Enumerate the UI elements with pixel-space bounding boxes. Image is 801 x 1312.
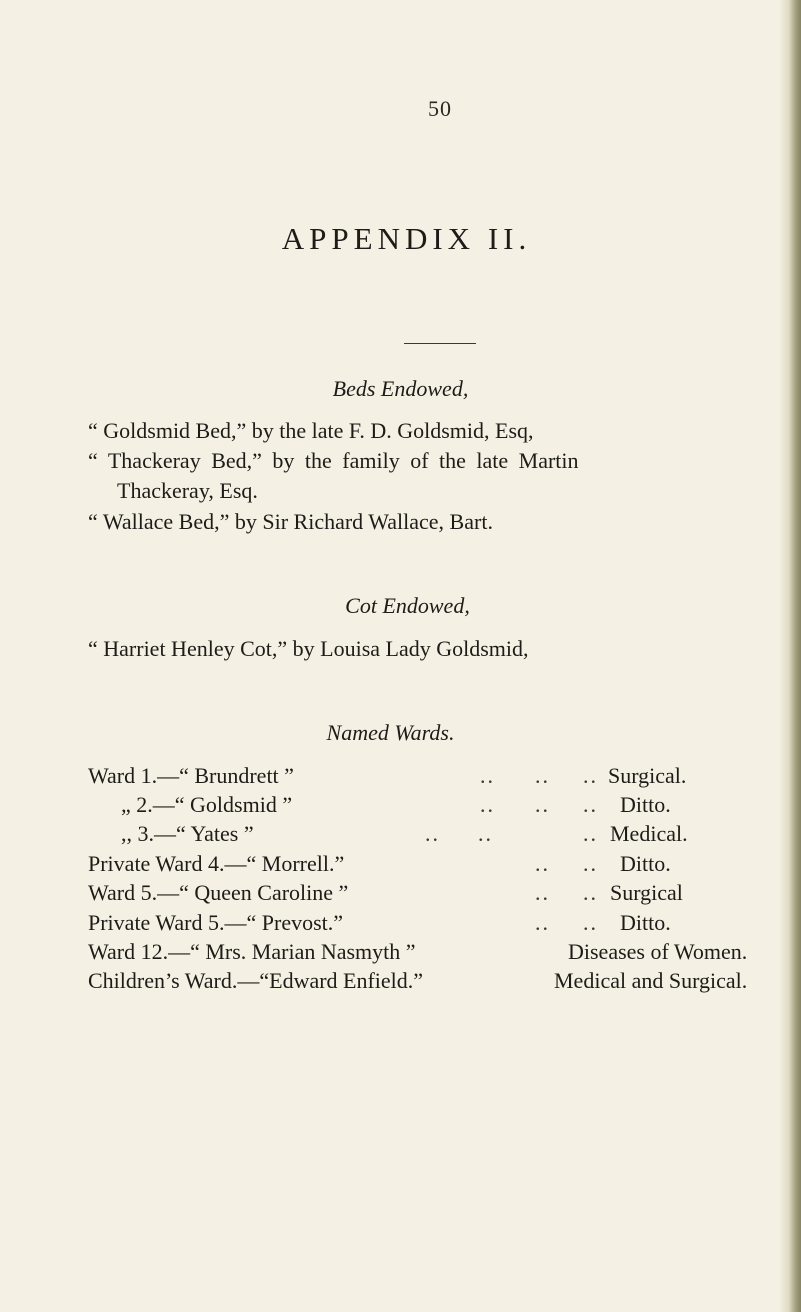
ward-name: Private Ward 5.—“ Prevost.” [88,910,344,935]
ward-category: Ditto. [620,851,671,876]
ward-row [0,968,801,996]
ward-name: Ward 1.—“ Brundrett ” [88,763,294,788]
leader-dots: .. [535,792,550,817]
leader-dots: .. [480,792,495,817]
leader-dots: .. [583,910,598,935]
ward-category: Ditto. [620,792,671,817]
leader-dots: .. [535,880,550,905]
ward-name: Ward 5.—“ Queen Caroline ” [88,880,349,905]
appendix-title: APPENDIX II. [281,221,532,256]
ward-row [0,851,801,879]
ward-category: Diseases of Women. [568,939,748,964]
ward-name: ,, 3.—“ Yates ” [121,821,254,846]
leader-dots: .. [583,821,598,846]
leader-dots: .. [535,910,550,935]
ward-category: Medical. [610,821,688,846]
leader-dots: .. [425,821,440,846]
ward-name: Private Ward 4.—“ Morrell.” [88,851,345,876]
leader-dots: .. [583,763,598,788]
bed-entry-thackeray: “ Thackeray Bed,” by the family of the late Martin [88,448,579,473]
bed-entry-thackeray-continued: Thackeray, Esq. [117,478,258,503]
ward-name: Children’s Ward.—“Edward Enfield.” [88,968,424,993]
cot-entry-henley: “ Harriet Henley Cot,” by Louisa Lady Goldsmid, [88,636,529,661]
ward-row [0,880,801,908]
title-divider [404,343,476,344]
ward-name: Ward 12.—“ Mrs. Marian Nasmyth ” [88,939,416,964]
leader-dots: .. [535,851,550,876]
leader-dots: .. [583,880,598,905]
ward-row [0,763,801,791]
named-wards-heading: Named Wards. [326,720,455,745]
bed-entry-wallace: “ Wallace Bed,” by Sir Richard Wallace, Bart. [88,509,493,534]
ward-category: Surgical. [608,763,687,788]
leader-dots: .. [480,763,495,788]
page-edge-shadow [779,0,801,1312]
ward-row [0,821,801,849]
ward-name: „ 2.—“ Goldsmid ” [121,792,293,817]
bed-entry-goldsmid: “ Goldsmid Bed,” by the late F. D. Goldsmid, Esq, [88,418,534,443]
page-number: 50 [428,96,452,121]
ward-row [0,910,801,938]
ward-row [0,939,801,967]
ward-row [0,792,801,820]
beds-endowed-heading: Beds Endowed, [332,376,469,401]
cot-endowed-heading: Cot Endowed, [345,593,470,618]
leader-dots: .. [583,792,598,817]
leader-dots: .. [478,821,493,846]
ward-category: Medical and Surgical. [554,968,748,993]
leader-dots: .. [583,851,598,876]
ward-category: Ditto. [620,910,671,935]
ward-category: Surgical [610,880,683,905]
leader-dots: .. [535,763,550,788]
